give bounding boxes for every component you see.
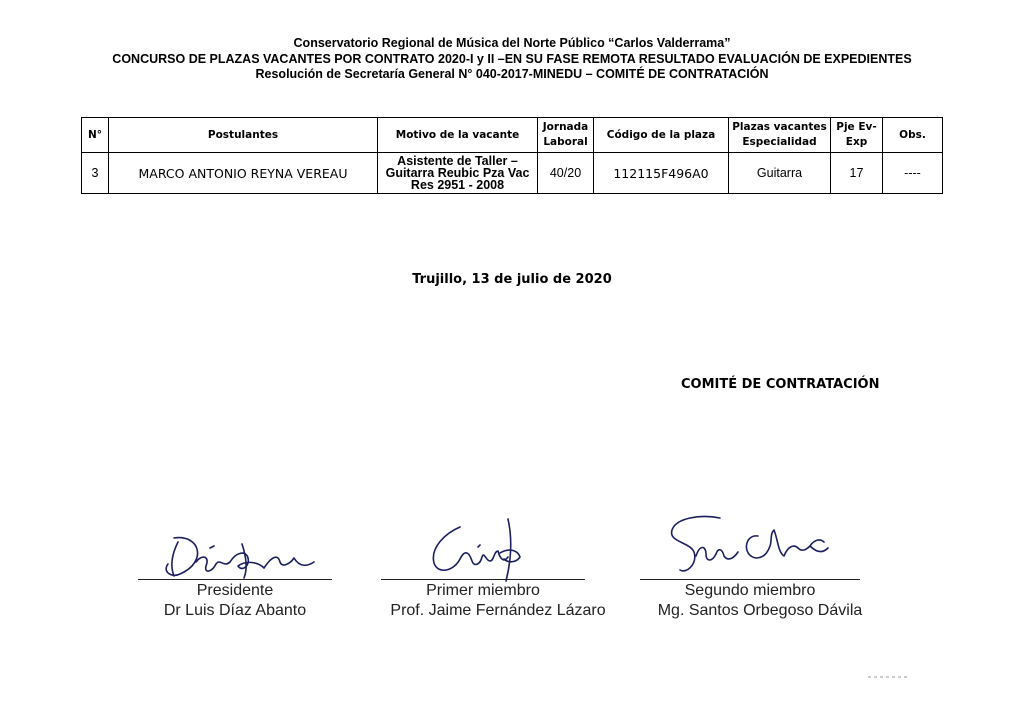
header-puntaje-line2: Exp (845, 136, 868, 148)
first-member-name: Prof. Jaime Fernández Lázaro (390, 602, 606, 619)
header-obs: Obs. (883, 118, 943, 153)
cell-motivo-line2: Guitarra Reubic Pza Vac (385, 166, 530, 180)
resolution-title: Resolución de Secretaría General N° 040-2017-MINEDU – COMITÉ DE CONTRATACIÓN (255, 67, 769, 81)
cell-obs: ---- (883, 153, 943, 194)
cell-numero: 3 (82, 153, 109, 194)
first-member-signature (420, 517, 530, 585)
cell-motivo (378, 153, 538, 194)
committee-title: COMITÉ DE CONTRATACIÓN (681, 377, 880, 392)
header-puntaje (831, 118, 883, 153)
second-member-signature (660, 512, 845, 584)
header-jornada (538, 118, 594, 153)
president-signature (150, 532, 325, 582)
header-jornada-line1: Jornada (542, 121, 589, 133)
header-plazas-line1: Plazas vacantes (732, 121, 827, 133)
cell-motivo-line3: Res 2951 - 2008 (410, 178, 505, 192)
contest-title: CONCURSO DE PLAZAS VACANTES POR CONTRATO 2020-I y II –EN SU FASE REMOTA RESULTADO EVALUACIÓN DE EXPEDIENTES (112, 52, 912, 66)
header-plazas (729, 118, 831, 153)
first-member-signature-line (381, 579, 585, 580)
header-puntaje-line1: Pje Ev- (836, 121, 877, 133)
cell-postulante: MARCO ANTONIO REYNA VEREAU (109, 153, 378, 194)
document-date: Trujillo, 13 de julio de 2020 (412, 272, 612, 287)
header-codigo: Código de la plaza (594, 118, 729, 153)
president-name: Dr Luis Díaz Abanto (163, 602, 307, 619)
cell-especialidad: Guitarra (729, 153, 831, 194)
cell-jornada: 40/20 (538, 153, 594, 194)
first-member-role: Primer miembro (426, 582, 540, 599)
header-plazas-line2: Especialidad (742, 136, 817, 148)
cell-codigo: 112115F496A0 (594, 153, 729, 194)
second-member-signature-line (640, 579, 860, 580)
second-member-name: Mg. Santos Orbegoso Dávila (657, 602, 863, 619)
table-header-row (82, 118, 943, 153)
institution-title: Conservatorio Regional de Música del Norte Público “Carlos Valderrama” (293, 36, 731, 50)
table-row (82, 153, 943, 194)
president-signature-line (138, 579, 332, 580)
scan-artifact (868, 676, 908, 678)
header-numero: N° (82, 118, 109, 153)
header-motivo: Motivo de la vacante (378, 118, 538, 153)
president-role: Presidente (196, 582, 274, 599)
header-jornada-line2: Laboral (543, 136, 588, 148)
cell-motivo-line1: Asistente de Taller – (397, 154, 518, 168)
cell-puntaje: 17 (831, 153, 883, 194)
header-postulantes: Postulantes (109, 118, 378, 153)
second-member-role: Segundo miembro (684, 582, 816, 599)
results-table (81, 117, 943, 194)
